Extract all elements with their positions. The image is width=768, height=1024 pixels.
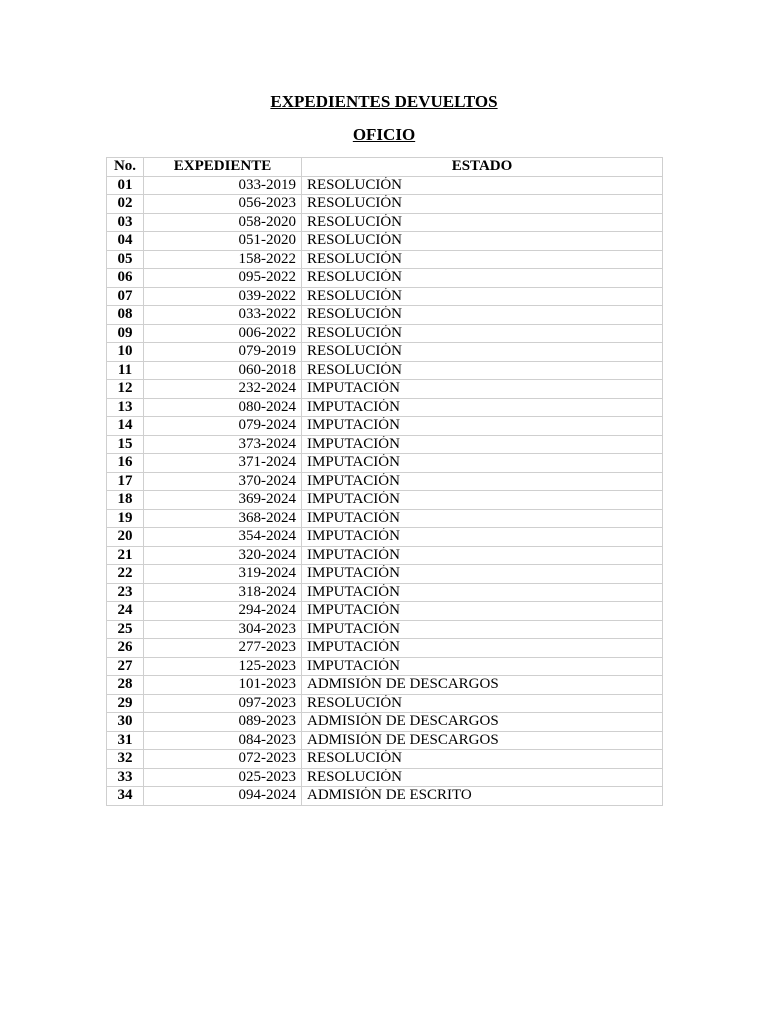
row-expediente: 097-2023 [144, 694, 302, 713]
row-estado: RESOLUCIÓN [302, 213, 663, 232]
row-estado: IMPUTACIÓN [302, 528, 663, 547]
row-expediente: 025-2023 [144, 768, 302, 787]
row-estado: RESOLUCIÓN [302, 343, 663, 362]
document-subtitle: OFICIO [352, 125, 416, 144]
row-number: 06 [107, 269, 144, 288]
row-estado: IMPUTACIÓN [302, 657, 663, 676]
row-estado: ADMISIÓN DE DESCARGOS [302, 713, 663, 732]
header-no: No. [107, 158, 144, 177]
row-estado: RESOLUCIÓN [302, 306, 663, 325]
row-number: 34 [107, 787, 144, 806]
row-estado: IMPUTACIÓN [302, 491, 663, 510]
table-body [107, 176, 663, 805]
row-estado: IMPUTACIÓN [302, 639, 663, 658]
row-number: 19 [107, 509, 144, 528]
row-expediente: 058-2020 [144, 213, 302, 232]
row-expediente: 232-2024 [144, 380, 302, 399]
row-number: 30 [107, 713, 144, 732]
row-estado: IMPUTACIÓN [302, 620, 663, 639]
table-row [107, 583, 663, 602]
table-row [107, 639, 663, 658]
row-estado: RESOLUCIÓN [302, 269, 663, 288]
row-expediente: 125-2023 [144, 657, 302, 676]
row-number: 29 [107, 694, 144, 713]
row-expediente: 079-2019 [144, 343, 302, 362]
table-row [107, 491, 663, 510]
table-row [107, 195, 663, 214]
row-estado: RESOLUCIÓN [302, 250, 663, 269]
row-number: 33 [107, 768, 144, 787]
row-estado: IMPUTACIÓN [302, 602, 663, 621]
row-number: 05 [107, 250, 144, 269]
row-expediente: 320-2024 [144, 546, 302, 565]
row-number: 09 [107, 324, 144, 343]
table-row [107, 750, 663, 769]
table-row [107, 565, 663, 584]
row-number: 08 [107, 306, 144, 325]
table-row [107, 287, 663, 306]
row-expediente: 370-2024 [144, 472, 302, 491]
table-row [107, 509, 663, 528]
row-estado: IMPUTACIÓN [302, 509, 663, 528]
table-row [107, 306, 663, 325]
row-number: 17 [107, 472, 144, 491]
table-row [107, 343, 663, 362]
row-expediente: 079-2024 [144, 417, 302, 436]
row-estado: RESOLUCIÓN [302, 287, 663, 306]
table-row [107, 713, 663, 732]
row-estado: RESOLUCIÓN [302, 750, 663, 769]
row-expediente: 033-2022 [144, 306, 302, 325]
row-number: 01 [107, 176, 144, 195]
row-expediente: 277-2023 [144, 639, 302, 658]
row-estado: IMPUTACIÓN [302, 398, 663, 417]
table-row [107, 694, 663, 713]
table-row [107, 472, 663, 491]
row-expediente: 033-2019 [144, 176, 302, 195]
row-number: 25 [107, 620, 144, 639]
table-row [107, 676, 663, 695]
row-number: 14 [107, 417, 144, 436]
row-expediente: 319-2024 [144, 565, 302, 584]
row-expediente: 072-2023 [144, 750, 302, 769]
row-estado: ADMISIÓN DE DESCARGOS [302, 676, 663, 695]
row-number: 28 [107, 676, 144, 695]
table-row [107, 361, 663, 380]
row-number: 02 [107, 195, 144, 214]
row-estado: IMPUTACIÓN [302, 472, 663, 491]
row-estado: RESOLUCIÓN [302, 361, 663, 380]
table-row [107, 176, 663, 195]
table-row [107, 232, 663, 251]
row-expediente: 354-2024 [144, 528, 302, 547]
row-estado: IMPUTACIÓN [302, 417, 663, 436]
expedientes-table [106, 157, 663, 806]
row-estado: RESOLUCIÓN [302, 694, 663, 713]
row-number: 22 [107, 565, 144, 584]
row-expediente: 318-2024 [144, 583, 302, 602]
header-expediente: EXPEDIENTE [144, 158, 302, 177]
table-row [107, 546, 663, 565]
table-row [107, 269, 663, 288]
row-number: 24 [107, 602, 144, 621]
row-number: 27 [107, 657, 144, 676]
table-row [107, 454, 663, 473]
row-number: 20 [107, 528, 144, 547]
table-row [107, 398, 663, 417]
table-row [107, 435, 663, 454]
document-title: EXPEDIENTES DEVUELTOS [270, 92, 498, 111]
table-row [107, 250, 663, 269]
row-estado: RESOLUCIÓN [302, 768, 663, 787]
row-expediente: 006-2022 [144, 324, 302, 343]
row-expediente: 039-2022 [144, 287, 302, 306]
row-estado: IMPUTACIÓN [302, 546, 663, 565]
row-expediente: 056-2023 [144, 195, 302, 214]
row-expediente: 084-2023 [144, 731, 302, 750]
row-expediente: 294-2024 [144, 602, 302, 621]
row-number: 12 [107, 380, 144, 399]
row-expediente: 373-2024 [144, 435, 302, 454]
row-expediente: 371-2024 [144, 454, 302, 473]
row-estado: RESOLUCIÓN [302, 195, 663, 214]
header-estado: ESTADO [302, 158, 663, 177]
row-expediente: 060-2018 [144, 361, 302, 380]
table-row [107, 324, 663, 343]
row-number: 18 [107, 491, 144, 510]
table-row [107, 731, 663, 750]
row-estado: IMPUTACIÓN [302, 583, 663, 602]
row-expediente: 368-2024 [144, 509, 302, 528]
row-number: 13 [107, 398, 144, 417]
table-row [107, 528, 663, 547]
row-expediente: 080-2024 [144, 398, 302, 417]
table-row [107, 787, 663, 806]
row-estado: IMPUTACIÓN [302, 565, 663, 584]
row-estado: RESOLUCIÓN [302, 176, 663, 195]
row-number: 11 [107, 361, 144, 380]
table-row [107, 620, 663, 639]
row-number: 26 [107, 639, 144, 658]
row-number: 10 [107, 343, 144, 362]
table-row [107, 380, 663, 399]
row-estado: IMPUTACIÓN [302, 435, 663, 454]
row-number: 16 [107, 454, 144, 473]
row-number: 15 [107, 435, 144, 454]
row-expediente: 094-2024 [144, 787, 302, 806]
table-row [107, 417, 663, 436]
row-expediente: 369-2024 [144, 491, 302, 510]
row-number: 04 [107, 232, 144, 251]
row-number: 07 [107, 287, 144, 306]
table-row [107, 213, 663, 232]
row-expediente: 051-2020 [144, 232, 302, 251]
row-estado: RESOLUCIÓN [302, 324, 663, 343]
table-row [107, 602, 663, 621]
row-expediente: 158-2022 [144, 250, 302, 269]
row-estado: IMPUTACIÓN [302, 380, 663, 399]
table-row [107, 657, 663, 676]
row-number: 21 [107, 546, 144, 565]
row-expediente: 304-2023 [144, 620, 302, 639]
table-row [107, 768, 663, 787]
row-expediente: 101-2023 [144, 676, 302, 695]
row-estado: ADMISIÓN DE ESCRITO [302, 787, 663, 806]
row-expediente: 095-2022 [144, 269, 302, 288]
row-number: 03 [107, 213, 144, 232]
row-estado: IMPUTACIÓN [302, 454, 663, 473]
row-estado: RESOLUCIÓN [302, 232, 663, 251]
table-header-row [107, 158, 663, 177]
row-number: 31 [107, 731, 144, 750]
row-estado: ADMISIÓN DE DESCARGOS [302, 731, 663, 750]
row-expediente: 089-2023 [144, 713, 302, 732]
row-number: 23 [107, 583, 144, 602]
row-number: 32 [107, 750, 144, 769]
